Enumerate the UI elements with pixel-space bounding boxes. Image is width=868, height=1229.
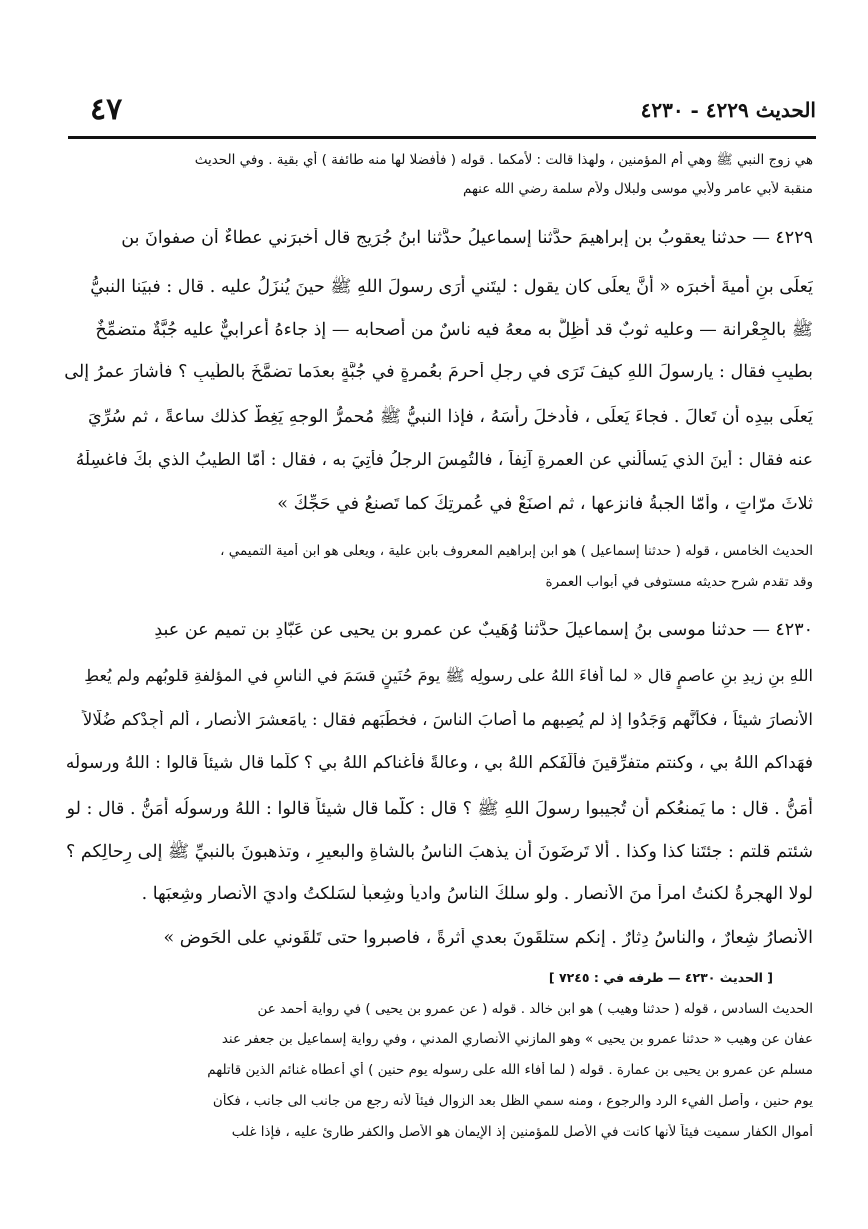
hadith-line: الأنصارُ شِعارٌ ، والناسُ دِثارٌ . إنكم ستلقَونَ بعدي أُثرةً ، فاصبروا حتى تَلقَوني على الحَوض »	[163, 928, 813, 948]
text-line: هي زوج النبي ﷺ وهي أم المؤمنين ، ولهذا قالت : لأمكما . قوله ( فأفضلا لها منه طائفة ) أي بقية . وفي الحديث	[194, 152, 813, 168]
hadith-line: ﷺ بالجِعْرانة — وعليه ثوبٌ قد أُظِلَّ به معهُ فيه ناسٌ من أصحابه — إذ جاءهُ أعرابيٌّ عليه جُبَّةٌ متضمِّخٌ	[95, 320, 813, 340]
running-title: الحديث ٤٢٢٩ - ٤٢٣٠	[640, 98, 816, 122]
hadith-line: ثلاثَ مرّاتٍ ، وأمّا الجبةُ فانزِعها ، ثم اصنَعْ في عُمرتِكَ كما تَصنعُ في حَجِّكَ »	[277, 494, 813, 514]
hadith-line: بطيبٍ فقال : يارسولَ اللهِ كيفَ تَرَى في رجلٍ أحرمَ بعُمرةٍ في جُبَّةٍ بعدَما تضمَّخَ بالطِّيبِ ؟ فأشارَ عمرُ إلى	[64, 362, 813, 382]
hadith-line: يَعلَى بنِ أميةَ أخبرَه « أنَّ يعلَى كان يقول : ليتَني أرَى رسولَ اللهِ ﷺ حينَ يُنزَلُ عليه . قال : فبيَنا النبيُّ	[90, 277, 813, 297]
page-header	[70, 92, 816, 130]
hadith-line: أمَنُّ . قال : ما يَمنعُكم أن تُجيبوا رسولَ اللهِ ﷺ ؟ قال : كلَّما قال شيئاً قالوا : اللهُ ورسولُه أمَنُّ . قال : لو	[66, 799, 813, 819]
text-line: وقد تقدم شرح حديثه مستوفى في أبواب العمرة	[545, 574, 813, 590]
text-line: يوم حنين ، وأصل الفيء الرد والرجوع ، ومنه سمي الظل بعد الزوال فيئاً لأنه رجع من جانب الى جانب ، فكأن	[212, 1093, 813, 1109]
hadith-line: اللهِ بنِ زيدِ بنِ عاصمٍ قال « لما أفاءَ اللهُ على رسولِه ﷺ يومَ حُنَينٍ قسَمَ في الناسِ في المؤلفةِ قلوبُهم ولم يُعطِ	[84, 666, 813, 685]
hadith-line: لولا الهجرةُ لكنتُ امرأً منَ الأنصارِ . ولو سلكَ الناسُ وادياً وشِعباً لسَلكتُ واديَ الأنصارِ وشِعبَها .	[141, 884, 813, 904]
page-number: ٤٧	[90, 92, 123, 127]
text-line: الحديث السادس ، قوله ( حدثنا وهيب ) هو ابن خالد . قوله ( عن عمرو بن يحيى ) في رواية أحمد عن	[257, 1001, 813, 1017]
hadith-line: ٤٢٣٠ — حدثنا موسى بنُ إسماعيلَ حدَّثنا وُهَيبٌ عن عمرِو بن يحيى عن عَبّادِ بنِ تميمٍ عن عبدِ	[154, 620, 813, 640]
text-line: عفان عن وهيب « حدثنا عمرو بن يحيى » وهو المازني الأنصاري المدني ، وفي رواية إسماعيل بن جعفر عند	[221, 1031, 813, 1047]
hadith-line: عنه فقال : أينَ الذي يَسألُني عن العمرةِ آنِفاً ، فالتُمِسَ الرجلُ فأُتِيَ به ، فقال : أمّا الطيبُ الذي بكَ فاغسِلْهُ	[75, 450, 813, 470]
header-rule	[68, 136, 816, 139]
text-line: الحديث الخامس ، قوله ( حدثنا إسماعيل ) هو ابن إبراهيم المعروف بابن علية ، ويعلى هو ابن أمية التميمي ،	[220, 543, 813, 559]
text-line: أموال الكفار سميت فيئاً لأنها كانت في الأصل للمؤمنين إذ الإيمان هو الأصل والكفر طارئ عليه ، فإذا غلب	[231, 1124, 813, 1140]
hadith-line: يَعلَى بيدِه أن تَعالَ . فجاءَ يَعلَى ، فأدخلَ رأسَهُ ، فإذا النبيُّ ﷺ مُحمرُّ الوجهِ يَغِطُّ كذلك ساعةً ، ثم سُرِّيَ	[87, 407, 813, 427]
hadith-line: ٤٢٢٩ — حدثنا يعقوبُ بن إبراهيمَ حدَّثنا إسماعيلُ حدَّثنا ابنُ جُرَيجٍ قال أخبرَني عطاءٌ أن صفوانَ بن	[121, 228, 813, 248]
hadith-line: الأنصارَ شيئاً ، فكأنَّهم وَجَدُوا إذ لم يُصِبهم ما أصابَ الناسَ ، فخطَبَهم فقال : يامَعشرَ الأنصارِ ، ألم أجِدْكم ضُلّالاً	[82, 710, 813, 729]
text-line: منقبة لأبي عامر ولأبي موسى ولبلال ولأم سلمة رضي الله عنهم	[462, 181, 813, 197]
text-line: مسلم عن عمرو بن يحيى بن عمارة . قوله ( لما أفاء الله على رسوله يوم حنين ) أي أعطاه غنائم الذين قاتلهم	[207, 1062, 813, 1078]
hadith-reference: [ الحديث ٤٢٣٠ — طرفه في : ٧٢٤٥ ]	[548, 970, 773, 985]
hadith-line: فهَداكم اللهُ بي ، وكنتم متفرِّقينَ فألَّفَكم اللهُ بي ، وعالةً فأغناكم اللهُ بي ؟ كلَّما قال شيئاً قالوا : اللهُ ورسولُه	[65, 753, 813, 773]
hadith-line: شئتم قلتم : جئتَنا كذا وكذا . ألا تَرضَونَ أن يذهبَ الناسُ بالشاةِ والبعيرِ ، وتذهبونَ بالنبيِّ ﷺ إلى رِحالِكم ؟	[66, 842, 813, 862]
